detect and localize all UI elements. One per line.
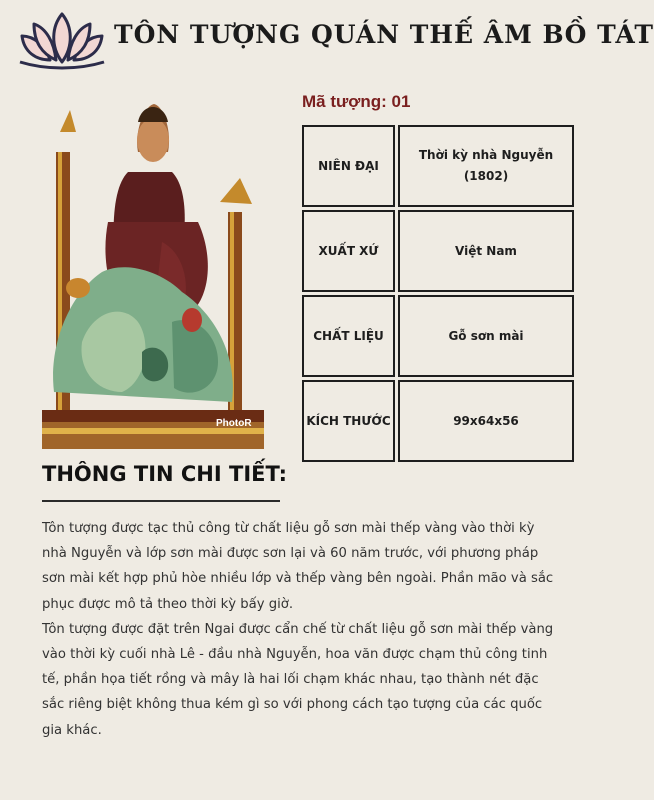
spec-label: NIÊN ĐẠI	[302, 125, 395, 207]
details-paragraph: Tôn tượng được tạc thủ công từ chất liệu gỗ sơn mài thếp vàng vào thời kỳ nhà Nguyễn và lớp sơn mài được sơn lại và 60 năm trước, với phương pháp sơn mài kết hợp phủ hòe nhiều lớp và thếp vàng bên ngoài. Phần mão và sắc phục được mô tả theo thời kỳ bấy giờ.	[42, 521, 554, 612]
details-paragraph: Tôn tượng được đặt trên Ngai được cẩn chế từ chất liệu gỗ sơn mài thếp vàng vào thời kỳ cuối nhà Lê - đầu nhà Nguyễn, hoa văn được chạm thủ công tinh tế, phần họa tiết rồng và mây là hai lối chạm khác nhau, tạo thành nét đặc sắc riêng biệt không thua kém gì so với phong cách tạo tượng của các quốc gia khác.	[42, 621, 554, 738]
statue-image	[42, 92, 264, 449]
lotus-icon	[16, 10, 108, 70]
spec-value	[398, 210, 574, 292]
details-heading: THÔNG TIN CHI TIẾT:	[42, 462, 288, 486]
spec-row-size	[302, 380, 574, 462]
spec-value-line: Thời kỳ nhà Nguyễn	[418, 148, 554, 162]
page-header	[0, 0, 654, 80]
spec-value	[398, 295, 574, 377]
spec-value-line: Gỗ sơn mài	[448, 328, 524, 343]
spec-row-material	[302, 295, 574, 377]
statue-code	[302, 92, 410, 112]
spec-value	[398, 380, 574, 462]
page-title: TÔN TƯỢNG QUÁN THẾ ÂM BỒ TÁT	[114, 20, 654, 49]
spec-row-era	[302, 125, 574, 207]
spec-value-line: Việt Nam	[455, 243, 517, 258]
spec-value	[398, 125, 574, 207]
photo-watermark: PhotoR	[216, 418, 252, 429]
spec-value-line: 99x64x56	[453, 413, 519, 428]
heading-divider	[42, 500, 280, 502]
spec-label: CHẤT LIỆU	[302, 295, 395, 377]
spec-value-line: (1802)	[463, 169, 509, 183]
statue-code-label: Mã tượng: 01	[302, 92, 411, 111]
spec-label: KÍCH THƯỚC	[302, 380, 395, 462]
spec-label: XUẤT XỨ	[302, 210, 395, 292]
spec-row-origin	[302, 210, 574, 292]
specs-table	[299, 122, 577, 465]
details-body	[42, 516, 562, 743]
